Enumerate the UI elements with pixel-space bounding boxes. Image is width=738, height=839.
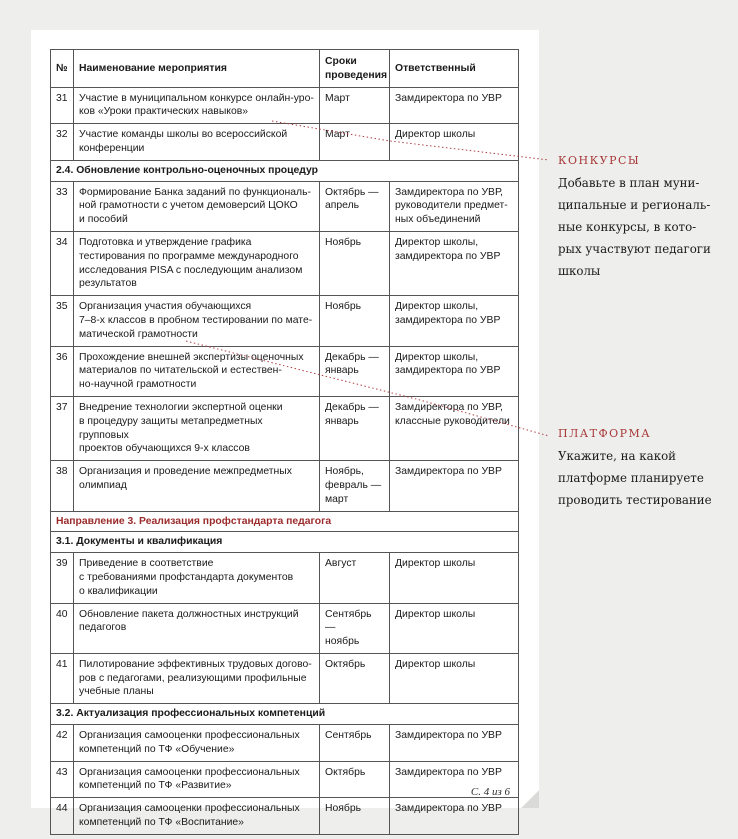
cell-responsible: Директор школы	[390, 553, 519, 603]
cell-dates: Март	[320, 124, 390, 161]
cell-dates: Сентябрь	[320, 725, 390, 762]
page-corner-fold	[521, 790, 539, 808]
cell-responsible: Замдиректора по УВР, классные руководители	[390, 396, 519, 460]
table-row	[51, 124, 519, 161]
cell-number: 40	[51, 603, 74, 653]
cell-responsible: Замдиректора по УВР	[390, 87, 519, 124]
cell-event-name: Организация участия обучающихся 7–8-х классов в пробном тестировании по мате- матической грамотности	[74, 296, 320, 346]
cell-event-name: Приведение в соответствие с требованиями профстандарта документов о квалификации	[74, 553, 320, 603]
cell-event-name: Формирование Банка заданий по функциональ- ной грамотности с учетом демоверсий ЦОКО и пособий	[74, 181, 320, 231]
cell-event-name: Участие в муниципальном конкурсе онлайн-уро- ков «Уроки практических навыков»	[74, 87, 320, 124]
table-row	[51, 461, 519, 511]
cell-number: 42	[51, 725, 74, 762]
note-body: Укажите, на какой платформе планируете проводить тестирование	[558, 449, 712, 507]
cell-responsible: Директор школы, замдиректора по УВР	[390, 296, 519, 346]
cell-dates: Март	[320, 87, 390, 124]
table-row	[51, 553, 519, 603]
cell-dates: Декабрь — январь	[320, 346, 390, 396]
cell-responsible: Замдиректора по УВР, руководители предмет- ных объединений	[390, 181, 519, 231]
cell-responsible: Замдиректора по УВР	[390, 725, 519, 762]
page-number: С. 4 из 6	[470, 786, 510, 798]
header-number: №	[51, 50, 74, 88]
margin-note-contests	[558, 154, 733, 282]
cell-responsible: Директор школы	[390, 124, 519, 161]
cell-number: 44	[51, 798, 74, 835]
table-row	[51, 231, 519, 295]
cell-number: 32	[51, 124, 74, 161]
cell-dates: Октябрь — апрель	[320, 181, 390, 231]
cell-event-name: Внедрение технологии экспертной оценки в процедуру защиты метапредметных групповых проектов обучающихся 9-х классов	[74, 396, 320, 460]
cell-event-name: Обновление пакета должностных инструкций педагогов	[74, 603, 320, 653]
table-row	[51, 87, 519, 124]
cell-responsible: Замдиректора по УВР	[390, 461, 519, 511]
cell-number: 34	[51, 231, 74, 295]
cell-number: 38	[51, 461, 74, 511]
cell-dates: Ноябрь	[320, 798, 390, 835]
section-heading: 2.4. Обновление контрольно-оценочных процедур	[51, 160, 519, 181]
cell-dates: Ноябрь	[320, 296, 390, 346]
table-row	[51, 181, 519, 231]
note-body: Добавьте в план муни- ципальные и региональ- ные конкурсы, в кото- рых участвуют педагоги школы	[558, 176, 711, 278]
table-header-row	[51, 50, 519, 88]
cell-dates: Август	[320, 553, 390, 603]
cell-number: 36	[51, 346, 74, 396]
cell-event-name: Организация самооценки профессиональных компетенций по ТФ «Воспитание»	[74, 798, 320, 835]
direction-heading: Направление 3. Реализация профстандарта педагога	[51, 511, 519, 532]
cell-event-name: Прохождение внешней экспертизы оценочных материалов по читательской и естествен- но-научной грамотности	[74, 346, 320, 396]
cell-responsible: Замдиректора по УВР	[390, 761, 519, 798]
margin-note-platform	[558, 427, 733, 511]
cell-event-name: Пилотирование эффективных трудовых догово- ров с педагогами, реализующими профильные учебные планы	[74, 653, 320, 703]
cell-number: 33	[51, 181, 74, 231]
table-row	[51, 396, 519, 460]
cell-responsible: Директор школы	[390, 603, 519, 653]
cell-responsible: Замдиректора по УВР	[390, 798, 519, 835]
header-dates: Сроки проведения	[320, 50, 390, 88]
table-row	[51, 603, 519, 653]
table-row	[51, 296, 519, 346]
table-row	[51, 346, 519, 396]
cell-number: 37	[51, 396, 74, 460]
table-row	[51, 653, 519, 703]
cell-responsible: Директор школы, замдиректора по УВР	[390, 231, 519, 295]
header-event-name: Наименование мероприятия	[74, 50, 320, 88]
table-row	[51, 761, 519, 798]
direction-heading-row	[51, 511, 519, 532]
cell-event-name: Подготовка и утверждение графика тестирования по программе международного исследования PISA с последующим анализом результатов	[74, 231, 320, 295]
cell-dates: Сентябрь — ноябрь	[320, 603, 390, 653]
cell-dates: Ноябрь	[320, 231, 390, 295]
cell-event-name: Организация самооценки профессиональных компетенций по ТФ «Обучение»	[74, 725, 320, 762]
cell-number: 35	[51, 296, 74, 346]
header-responsible: Ответственный	[390, 50, 519, 88]
plan-table	[50, 49, 519, 835]
note-title: КОНКУРСЫ	[558, 154, 641, 167]
cell-responsible: Директор школы	[390, 653, 519, 703]
section-heading-row	[51, 160, 519, 181]
cell-number: 39	[51, 553, 74, 603]
cell-dates: Декабрь — январь	[320, 396, 390, 460]
cell-number: 43	[51, 761, 74, 798]
section-heading-row	[51, 704, 519, 725]
table-row	[51, 798, 519, 835]
cell-event-name: Организация самооценки профессиональных компетенций по ТФ «Развитие»	[74, 761, 320, 798]
cell-event-name: Организация и проведение межпредметных олимпиад	[74, 461, 320, 511]
section-heading: 3.2. Актуализация профессиональных компетенций	[51, 704, 519, 725]
cell-responsible: Директор школы, замдиректора по УВР	[390, 346, 519, 396]
note-title: ПЛАТФОРМА	[558, 427, 652, 440]
cell-dates: Ноябрь, февраль — март	[320, 461, 390, 511]
cell-dates: Октябрь	[320, 653, 390, 703]
table-row	[51, 725, 519, 762]
cell-number: 31	[51, 87, 74, 124]
cell-dates: Октябрь	[320, 761, 390, 798]
section-heading-row	[51, 532, 519, 553]
cell-number: 41	[51, 653, 74, 703]
cell-event-name: Участие команды школы во всероссийской конференции	[74, 124, 320, 161]
section-heading: 3.1. Документы и квалификация	[51, 532, 519, 553]
